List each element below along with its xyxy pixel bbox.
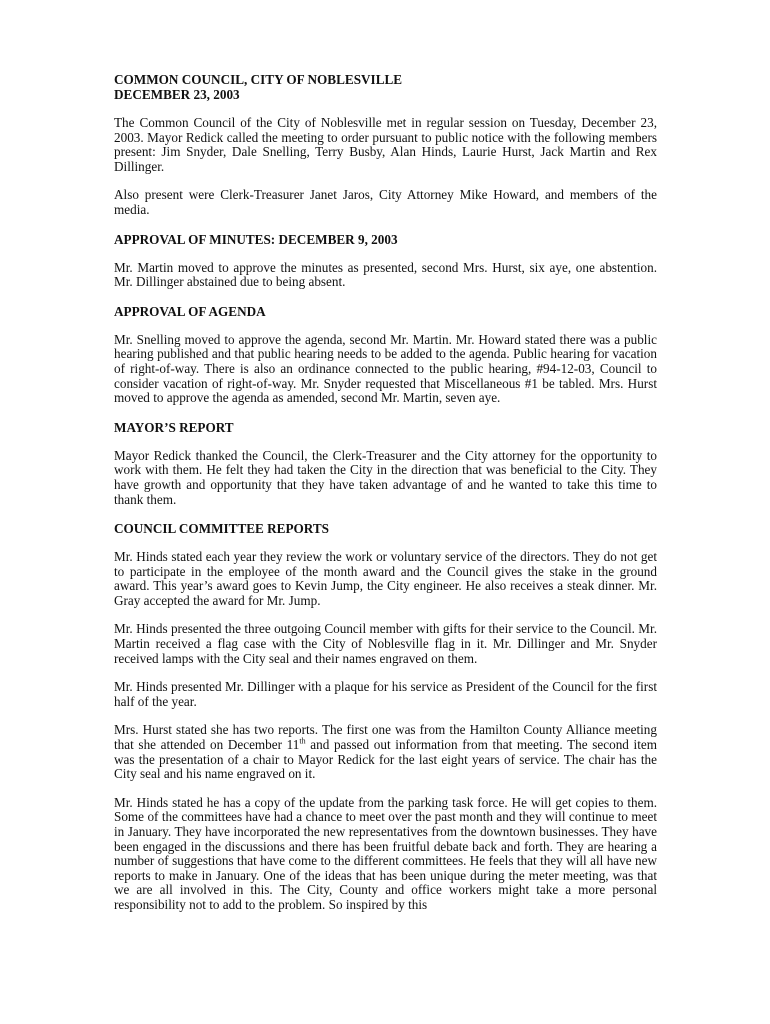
- committee-award-paragraph: Mr. Hinds stated each year they review the work or voluntary service of the directors. They do not get to participate in the employee of the month award and the Council gives the stake in the ground award. This year’s award goes to Kevin Jump, the City engineer. He also receives a steak dinner. Mr. Gray accepted the award for Mr. Jump.: [114, 549, 657, 608]
- parking-report-paragraph: Mr. Hinds stated he has a copy of the update from the parking task force. He will get copies to them. Some of the committees have had a chance to meet over the past month and they will continue to meet in January. They have incorporated the new representatives from the downtown businesses. They have been engaged in the discussions and there has been fruitful debate back and forth. They are hearing a number of suggestions that have come to the different committees. He feels that they will all have new reports to make in January. One of the ideas that has been unique during the meter meeting, was that we are all involved in this. The City, County and office workers might take a more personal responsibility not to add to the problem. So inspired by this: [114, 794, 657, 912]
- attendance-paragraph: Also present were Clerk-Treasurer Janet Jaros, City Attorney Mike Howard, and members of the media.: [114, 187, 657, 217]
- mayor-report-paragraph: Mayor Redick thanked the Council, the Clerk-Treasurer and the City attorney for the opportunity to work with them. He felt they had taken the City in the direction that was beneficial to the City. They have growth and opportunity that they have taken advantage of and he wanted to take this time to thank them.: [114, 447, 657, 507]
- ordinal-suffix: th: [299, 736, 306, 746]
- section-heading-minutes: APPROVAL OF MINUTES: DECEMBER 9, 2003: [114, 231, 398, 247]
- section-heading-committee-reports: COUNCIL COMMITTEE REPORTS: [114, 521, 329, 537]
- section-heading-agenda: APPROVAL OF AGENDA: [114, 303, 266, 319]
- minutes-paragraph: Mr. Martin moved to approve the minutes as presented, second Mrs. Hurst, six aye, one abstention. Mr. Dillinger abstained due to being absent.: [114, 259, 657, 290]
- document-date: DECEMBER 23, 2003: [114, 87, 240, 102]
- intro-paragraph: The Common Council of the City of Noblesville met in regular session on Tuesday, December 23, 2003. Mayor Redick called the meeting to order pursuant to public notice with the following members present: Jim Snyder, Dale Snelling, Terry Busby, Alan Hinds, Laurie Hurst, Jack Martin and Rex Dillinger.: [114, 115, 657, 174]
- hurst-report-paragraph: [114, 723, 657, 781]
- section-heading-mayor-report: MAYOR’S REPORT: [114, 419, 234, 435]
- committee-plaque-paragraph: Mr. Hinds presented Mr. Dillinger with a plaque for his service as President of the Council for the first half of the year.: [114, 679, 657, 709]
- hurst-report-text-end: and passed out information from that meeting. The second item was the presentation of a chair to Mayor Redick for the last eight years of service. The chair has the City seal and his name engraved on it.: [114, 737, 657, 782]
- hurst-report-text-start: Mrs. Hurst stated she has two reports. The first one was from the Hamilton County Alliance meeting that she attended on December 11: [114, 722, 657, 753]
- agenda-paragraph: Mr. Snelling moved to approve the agenda, second Mr. Martin. Mr. Howard stated there was a public hearing published and that public hearing needs to be added to the agenda. Public hearing for vacation of right-of-way. There is also an ordinance connected to the public hearing, #94-12-03, Council to consider vacation of right-of-way. Mr. Snyder requested that Miscellaneous #1 be tabled. Mrs. Hurst moved to approve the agenda as amended, second Mr. Martin, seven aye.: [114, 331, 657, 406]
- committee-gifts-paragraph: Mr. Hinds presented the three outgoing Council member with gifts for their service to the Council. Mr. Martin received a flag case with the City of Noblesville flag in it. Mr. Dillinger and Mr. Snyder received lamps with the City seal and their names engraved on them.: [114, 621, 657, 666]
- document-title: COMMON COUNCIL, CITY OF NOBLESVILLE: [114, 72, 403, 87]
